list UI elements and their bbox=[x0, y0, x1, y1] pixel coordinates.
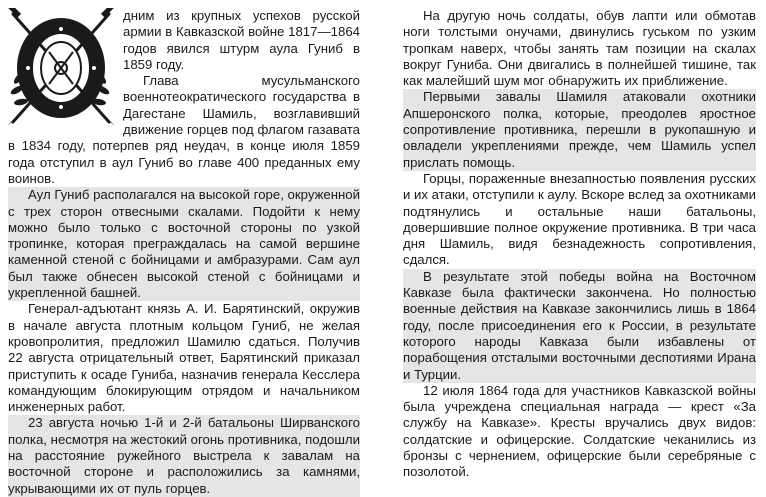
left-column bbox=[8, 8, 360, 497]
shamil-paragraph: Глава мусульманского военнотеократического государства в Дагестане Шамиль, возглавивший движение горцев под флагом газавата в 1834 году, потерпев ряд неудач, в конце июля 1859 года отступил в аул Гуниб во главе 400 преданных ему воинов. bbox=[8, 73, 360, 186]
baryatinsky-paragraph: Генерал-адъютант князь А. И. Барятинский, окружив в начале августа плотным кольцом Гуниб, не желая кровопролития, предложил Шамилю сдаться. Получив 22 августа отрицательный ответ, Барятинский приказал приступить к осаде Гуниба, назначив генерала Кесслера командующим блокирующим отрядом и начальником инженерных работ. bbox=[8, 301, 360, 415]
right-column bbox=[403, 8, 756, 481]
ornamental-dropcap-o bbox=[5, 8, 117, 128]
intro-paragraph: дним из крупных успехов русской армии в Кавказской войне 1817—1864 годов явился штурм аула Гуниб в 1859 году. bbox=[123, 8, 360, 72]
award-cross-paragraph: 12 июля 1864 года для участников Кавказской войны была учреждена специальная награда — крест «За службу на Кавказе». Кресты вручались двух видов: солдатские и офицерские. Солдатские чеканились из бронзы с чернением, офицерские были серебряные с позолотой. bbox=[403, 382, 756, 480]
crossed-swords-medal-icon bbox=[5, 8, 117, 128]
war-end-paragraph: В результате этой победы война на Восточном Кавказе была фактически закончена. Но полностью военные действия на Кавказе закончились лишь в 1864 году, после присоединения его к России, в результате которого народы Кавказа были избавлены от порабощения отсталыми восточными деспотиями Ирана и Турции. bbox=[403, 268, 756, 382]
gunib-location-paragraph: Аул Гуниб располагался на высокой горе, окруженной с трех сторон отвесными скалами. Подойти к нему можно было только с восточной стороны по узкой тропинке, которая преграждалась на самой вершине каменной стеной с бойницами и амбразурами. Сам аул был также обнесен высокой стеной с бойницами и укрепленной башней. bbox=[8, 187, 360, 301]
shirvan-regiment-paragraph: 23 августа ночью 1-й и 2-й батальоны Ширванского полка, несмотря на жестокий огонь противника, подошли на расстояние ружейного выстрела к завалам на восточной стороне и расположились за камнями, укрывающими их от пуль горцев. bbox=[8, 415, 360, 496]
night-ascent-paragraph: На другую ночь солдаты, обув лапти или обмотав ноги толстыми онучами, двинулись гуськом по узким тропкам наверх, чтобы занять там позиции на скалах вокруг Гуниба. Они двигались в полнейшей тишине, так как малейший шум мог обнаружить их приближение. bbox=[403, 8, 756, 89]
surrender-paragraph: Горцы, пораженные внезапностью появления русских и их атаки, отступили к аулу. Вскоре вслед за охотниками подтянулись и остальные наши батальоны, довершившие полное окружение противника. В три часа дня Шамиль, видя безнадежность сопротивления, сдался. bbox=[403, 170, 756, 268]
apsheron-attack-paragraph: Первыми завалы Шамиля атаковали охотники Апшеронского полка, которые, преодолев яростное сопротивление противника, перешли в рукопашную и овладели укреплениями прежде, чем Шамиль успел прислать помощь. bbox=[403, 89, 756, 170]
